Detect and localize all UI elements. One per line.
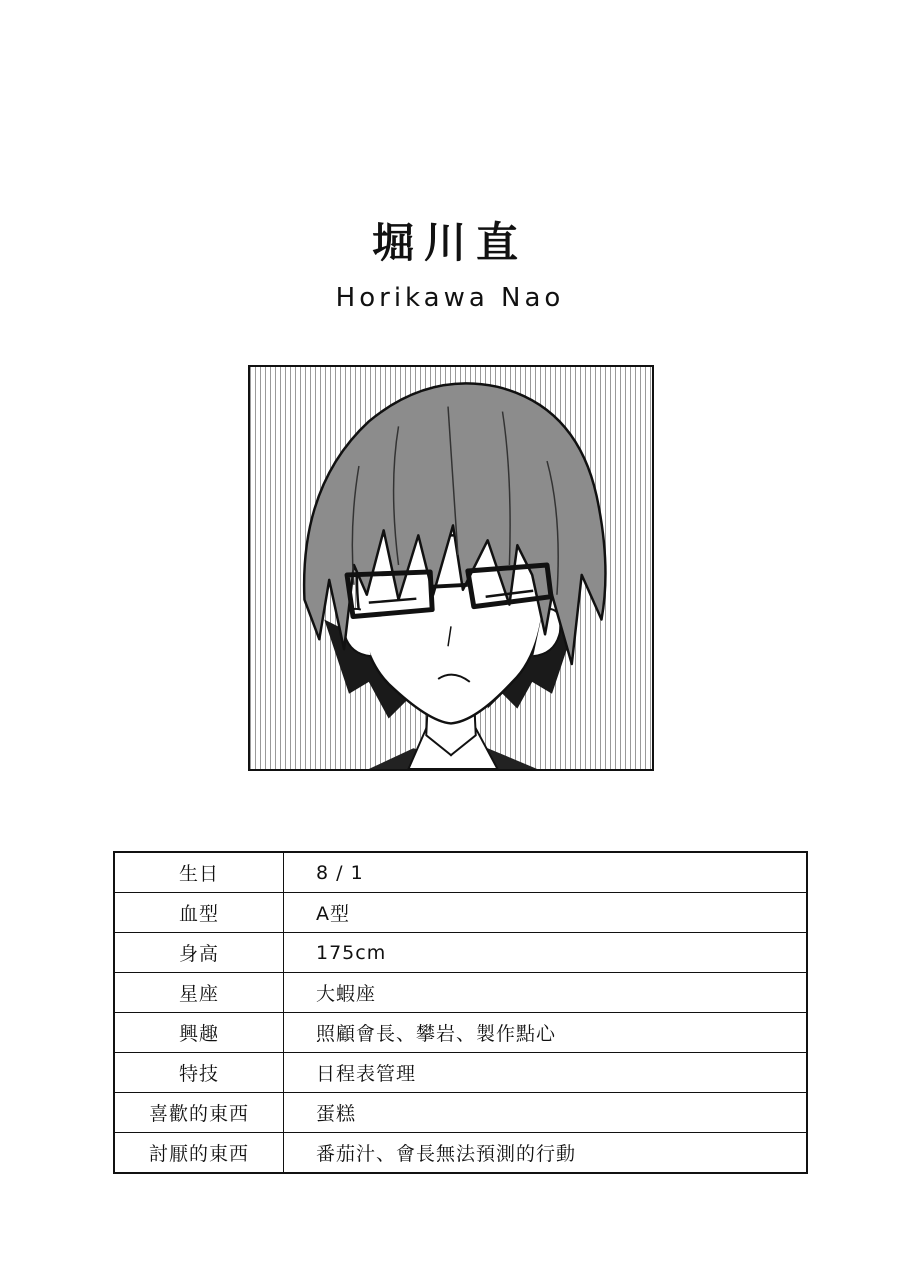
profile-value: 番茄汁、會長無法預測的行動 [284,1133,808,1174]
profile-value: 8 / 1 [284,852,808,893]
profile-row-dislikes [114,1133,807,1174]
profile-row-skills [114,1053,807,1093]
profile-value: 175cm [284,933,808,973]
profile-label: 血型 [114,893,284,933]
portrait-illustration [250,367,652,769]
profile-value: A型 [284,893,808,933]
profile-row-hobbies [114,1013,807,1053]
profile-value: 照顧會長、攀岩、製作點心 [284,1013,808,1053]
profile-label: 生日 [114,852,284,893]
profile-label: 討厭的東西 [114,1133,284,1174]
profile-label: 喜歡的東西 [114,1093,284,1133]
character-name-japanese: 堀川直 [371,218,528,267]
profile-value: 蛋糕 [284,1093,808,1133]
profile-label: 星座 [114,973,284,1013]
profile-value: 日程表管理 [284,1053,808,1093]
profile-row-height [114,933,807,973]
profile-table [113,851,808,1174]
profile-row-constellation [114,973,807,1013]
profile-label: 興趣 [114,1013,284,1053]
character-portrait [248,365,654,771]
character-name-romaji: Horikawa Nao [335,283,565,313]
profile-row-likes [114,1093,807,1133]
profile-row-blood-type [114,893,807,933]
profile-label: 身高 [114,933,284,973]
profile-label: 特技 [114,1053,284,1093]
profile-row-birthday [114,852,807,893]
profile-value: 大蝦座 [284,973,808,1013]
